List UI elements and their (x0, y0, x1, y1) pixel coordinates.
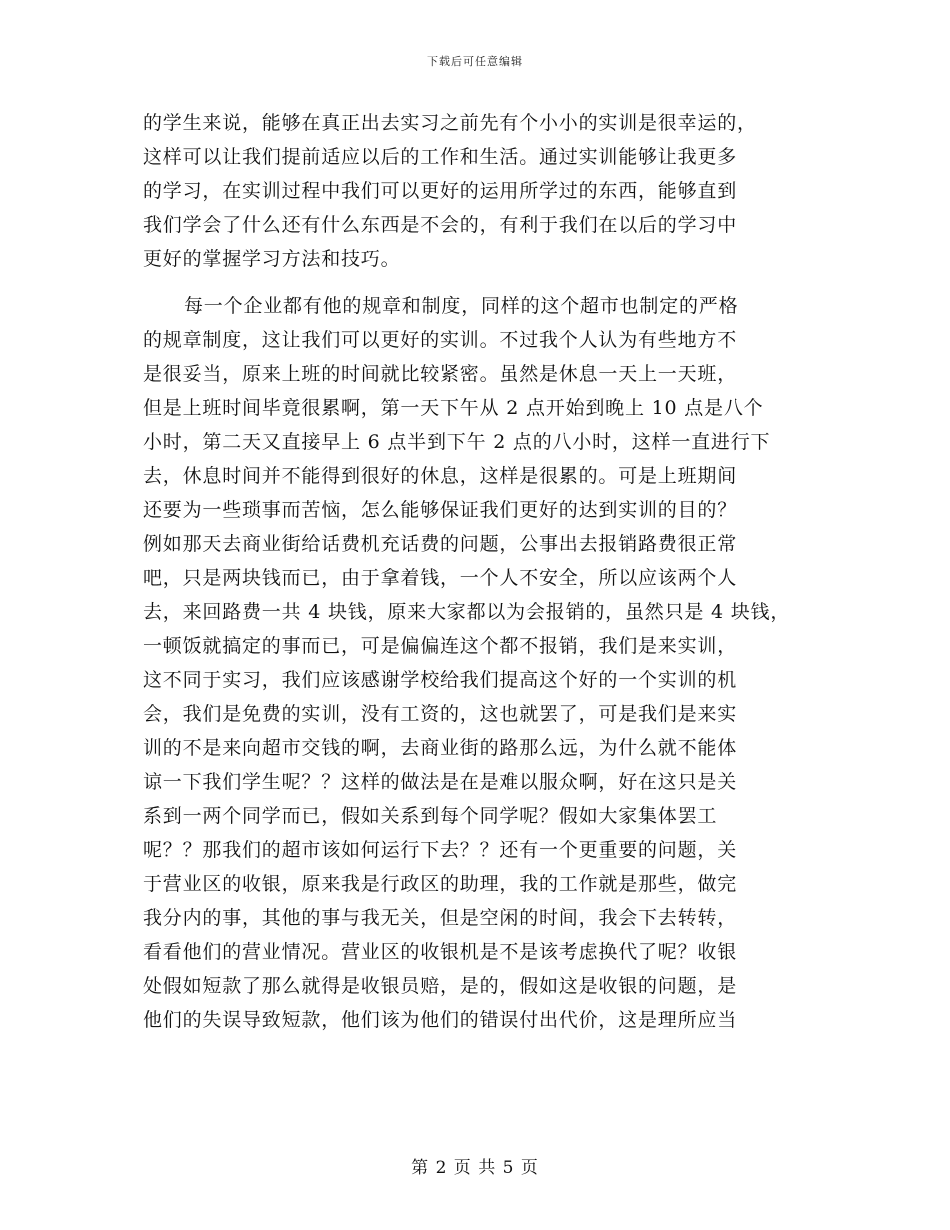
text-line: 是很妥当，原来上班的时间就比较紧密。虽然是休息一天上一天班， (143, 363, 738, 385)
text-line: 的学习，在实训过程中我们可以更好的运用所学过的东西，能够直到 (143, 180, 738, 202)
text-line: 我们学会了什么还有什么东西是不会的，有利于我们在以后的学习中 (143, 214, 738, 236)
text-line: 这不同于实习，我们应该感谢学校给我们提高这个好的一个实训的机 (143, 669, 738, 691)
page-number: 第 2 页 共 5 页 (411, 1158, 539, 1178)
text-line: 他们的失误导致短款，他们该为他们的错误付出代价，这是理所应当 (143, 1009, 738, 1031)
text-line: 谅一下我们学生呢？？这样的做法是在是难以服众啊，好在这只是关 (143, 771, 738, 793)
text-line: 会，我们是免费的实训，没有工资的，这也就罢了，可是我们是来实 (143, 703, 738, 725)
text-line: 于营业区的收银，原来我是行政区的助理，我的工作就是那些，做完 (143, 873, 738, 895)
text-line: 的学生来说，能够在真正出去实习之前先有个小小的实训是很幸运的， (143, 112, 757, 134)
text-line: 去，来回路费一共 4 块钱，原来大家都以为会报销的，虽然只是 4 块钱， (143, 601, 791, 623)
text-line: 处假如短款了那么就得是收银员赔，是的，假如这是收银的问题，是 (143, 975, 738, 997)
text-line: 小时，第二天又直接早上 6 点半到下午 2 点的八小时，这样一直进行下 (143, 431, 771, 453)
text-line: 训的不是来向超市交钱的啊，去商业街的路那么远，为什么就不能体 (143, 737, 738, 759)
text-line: 呢？？那我们的超市该如何运行下去？？还有一个更重要的问题，关 (143, 839, 738, 861)
text-line: 但是上班时间毕竟很累啊，第一天下午从 2 点开始到晚上 10 点是八个 (143, 397, 764, 419)
paragraph-first-line: 每一个企业都有他的规章和制度，同样的这个超市也制定的严格 (184, 295, 739, 317)
text-line: 系到一两个同学而已，假如关系到每个同学呢？假如大家集体罢工 (143, 805, 718, 827)
text-line: 更好的掌握学习方法和技巧。 (143, 248, 401, 270)
text-line: 的规章制度，这让我们可以更好的实训。不过我个人认为有些地方不 (143, 329, 738, 351)
page-header: 下载后可任意编辑 (427, 55, 523, 68)
text-line: 看看他们的营业情况。营业区的收银机是不是该考虑换代了呢？收银 (143, 941, 738, 963)
text-line: 去，休息时间并不能得到很好的休息，这样是很累的。可是上班期间 (143, 465, 738, 487)
text-line: 这样可以让我们提前适应以后的工作和生活。通过实训能够让我更多 (143, 146, 738, 168)
text-line: 一顿饭就搞定的事而已，可是偏偏连这个都不报销，我们是来实训， (143, 635, 738, 657)
text-line: 我分内的事，其他的事与我无关，但是空闲的时间，我会下去转转， (143, 907, 738, 929)
text-line: 吧，只是两块钱而已，由于拿着钱，一个人不安全，所以应该两个人 (143, 567, 738, 589)
text-line: 还要为一些琐事而苦恼，怎么能够保证我们更好的达到实训的目的？ (143, 499, 738, 521)
text-line: 例如那天去商业街给话费机充话费的问题，公事出去报销路费很正常 (143, 533, 738, 555)
